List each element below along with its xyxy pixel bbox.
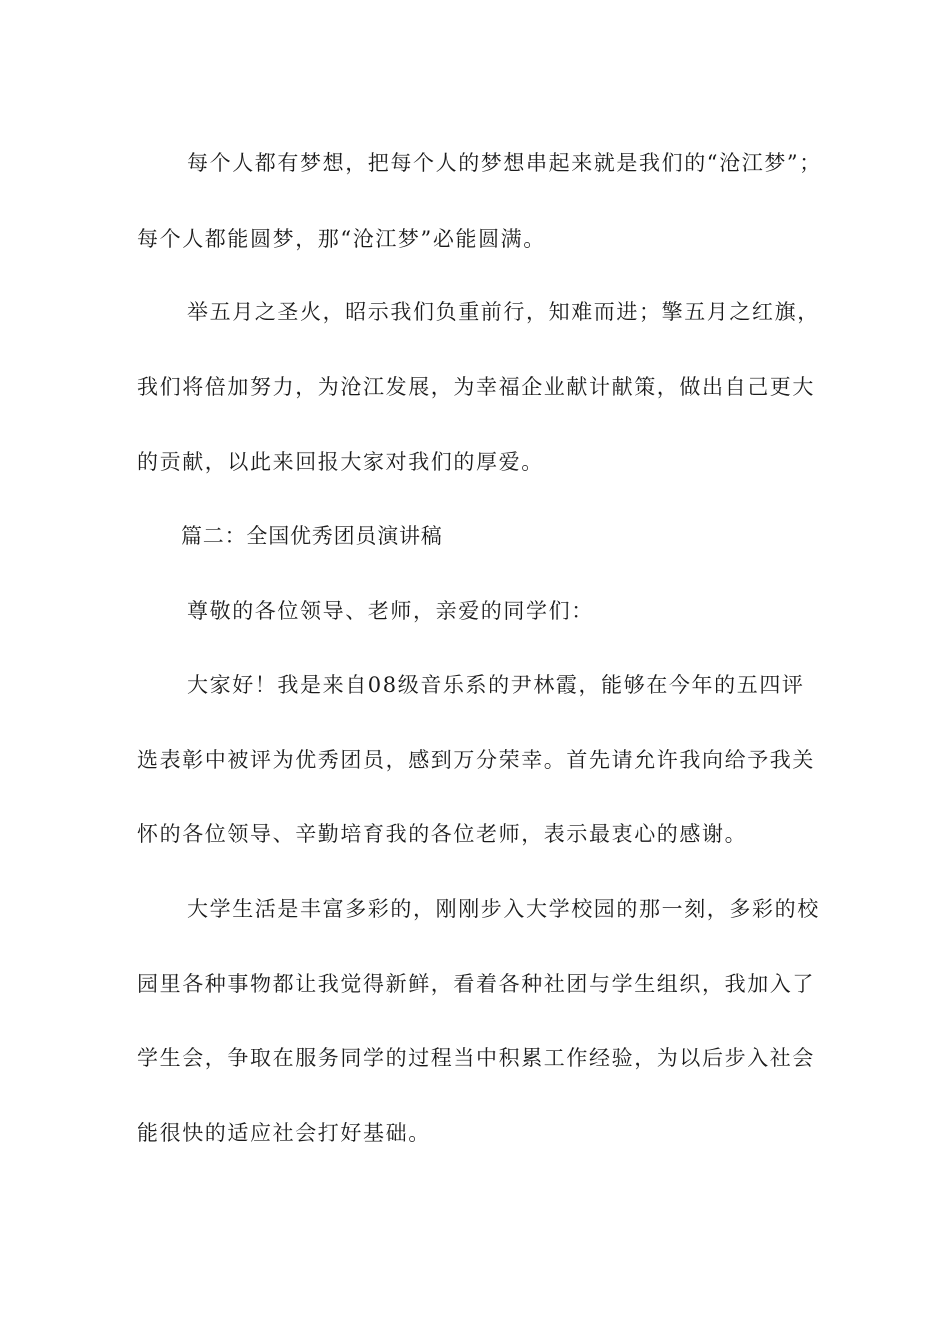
paragraph-line: 园里各种事物都让我觉得新鲜，看着各种社团与学生组织，我加入了 (137, 972, 815, 996)
paragraph-line: 怀的各位领导、辛勤培育我的各位老师，表示最衷心的感谢。 (137, 822, 748, 846)
section-heading: 篇二：全国优秀团员演讲稿 (181, 524, 443, 548)
salutation-line: 尊敬的各位领导、老师，亲爱的同学们： (187, 599, 594, 623)
paragraph-line: 我们将倍加努力，为沧江发展，为幸福企业献计献策，做出自己更大 (137, 375, 815, 399)
paragraph-line: 举五月之圣火，昭示我们负重前行，知难而进；擎五月之红旗， (187, 300, 820, 324)
paragraph-line: 能很快的适应社会打好基础。 (137, 1121, 431, 1145)
paragraph-line: 大家好！我是来自08级音乐系的尹林霞，能够在今年的五四评 (187, 673, 805, 697)
paragraph-line: 每个人都能圆梦，那“沧江梦”必能圆满。 (137, 227, 546, 251)
paragraph-line: 的贡献，以此来回报大家对我们的厚爱。 (137, 450, 544, 474)
paragraph-line: 学生会，争取在服务同学的过程当中积累工作经验，为以后步入社会 (137, 1046, 815, 1070)
paragraph-line: 大学生活是丰富多彩的，刚刚步入大学校园的那一刻，多彩的校 (187, 897, 820, 921)
paragraph-line: 选表彰中被评为优秀团员，感到万分荣幸。首先请允许我向给予我关 (137, 748, 815, 772)
paragraph-line: 每个人都有梦想，把每个人的梦想串起来就是我们的“沧江梦”； (187, 151, 822, 175)
